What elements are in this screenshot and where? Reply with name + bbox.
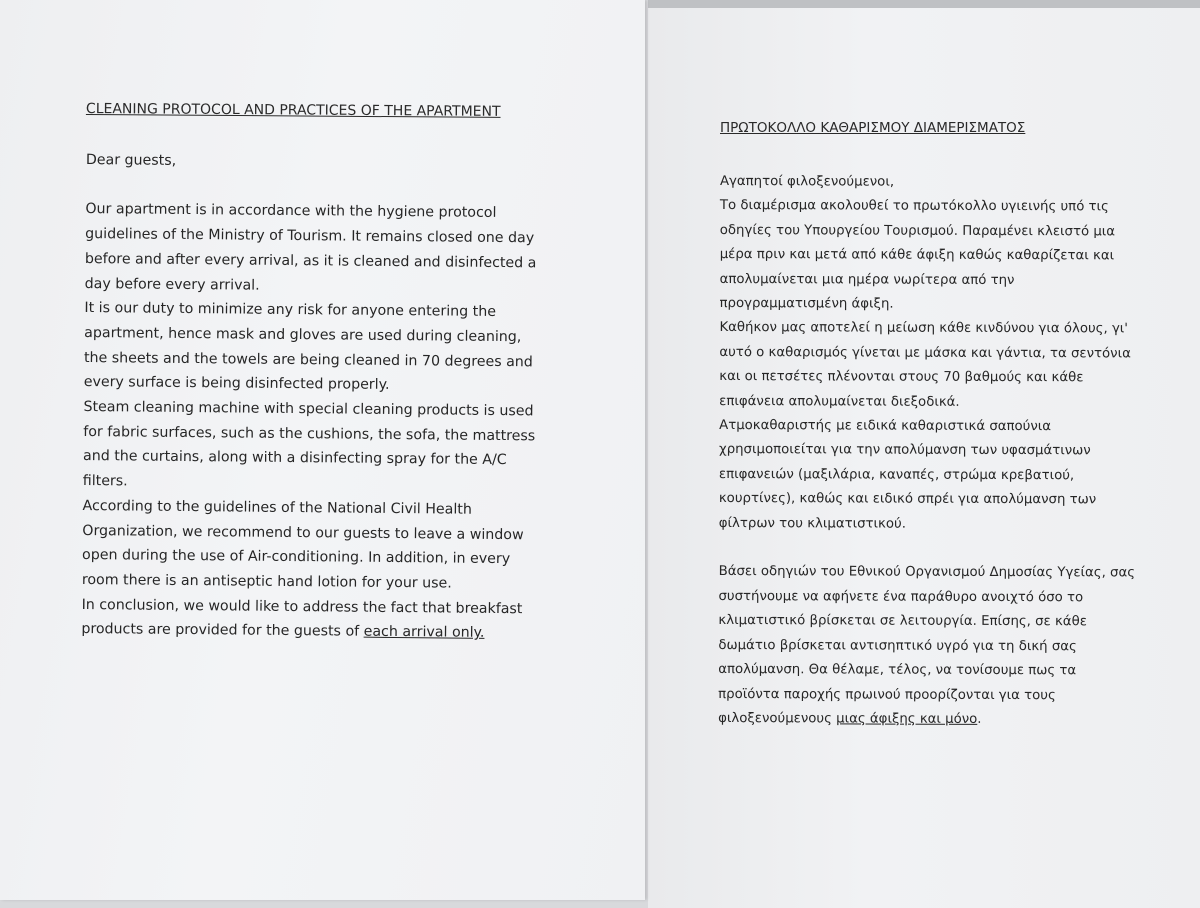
english-line: every surface is being disinfected properly. [83, 374, 390, 394]
english-last-line-start: products are provided for the guests of [81, 621, 364, 641]
english-line: open during the use of Air-conditioning. In addition, in every [82, 547, 511, 568]
greek-last-line-start: φιλοξενούμενους [718, 710, 837, 727]
english-greeting: Dear guests, [85, 151, 177, 169]
greek-body [718, 170, 1136, 733]
greek-last-line-end: . [977, 711, 982, 727]
greek-line: αυτό ο καθαρισμός γίνεται με μάσκα και γάντια, τα σεντόνια [719, 344, 1131, 362]
english-line: and the curtains, along with a disinfecting spray for the A/C [82, 448, 507, 469]
greek-last-line [718, 707, 1135, 733]
english-line: before and after every arrival, as it is cleaned and disinfected a [84, 250, 537, 272]
greek-line: κουρτίνες), καθώς και ειδικό σπρέι για απολύμανση των [718, 491, 1097, 508]
english-line: filters. [82, 473, 128, 490]
english-last-line [81, 617, 533, 646]
greek-line: συστήνουμε να αφήνετε ένα παράθυρο ανοιχτό όσο το [718, 588, 1084, 606]
greek-underlined-phrase: μιας άφιξης και μόνο [836, 711, 978, 727]
greek-title: ΠΡΩΤΟΚΟΛΛΟ ΚΑΘΑΡΙΣΜΟΥ ΔΙΑΜΕΡΙΣΜΑΤΟΣ [720, 120, 1026, 136]
english-line: guidelines of the Ministry of Tourism. It remains closed one day [85, 226, 535, 247]
english-underlined-phrase: each arrival only. [363, 624, 485, 642]
greek-line: χρησιμοποιείται για την απολύμανση των υφασμάτινων [718, 442, 1091, 459]
greek-line: Βάσει οδηγιών του Εθνικού Οργανισμού Δημοσίας Υγείας, σας [718, 564, 1136, 581]
english-body [81, 148, 538, 646]
greek-line: απολυμαίνεται μια ημέρα νωρίτερα από την [719, 271, 1015, 288]
greek-line: δωμάτιο βρίσκεται αντισηπτικό υγρό για τη δική σας [718, 637, 1077, 654]
greek-line: επιφανειών (μαξιλάρια, καναπές, στρώμα κρεβατιού, [718, 466, 1075, 484]
english-line: According to the guidelines of the National Civil Health [82, 497, 472, 518]
greek-line: μέρα πριν και μετά από κάθε άφιξη καθώς καθαρίζεται και [719, 247, 1115, 264]
greek-line: Το διαμέρισμα ακολουθεί το πρωτόκολλο υγιεινής υπό τις [719, 198, 1109, 215]
greek-line: επιφάνεια απολυμαίνεται διεξοδικά. [719, 393, 960, 410]
english-line: room there is an antiseptic hand lotion for your use. [81, 571, 452, 592]
greek-line: προϊόντα παροχής πρωινού προορίζονται για τους [718, 686, 1056, 703]
greek-line: απολύμανση. Θα θέλαμε, τέλος, να τονίσουμε πως τα [718, 662, 1077, 679]
greek-line: φίλτρων του κλιματιστικού. [718, 515, 906, 532]
english-line: In conclusion, we would like to address the fact that breakfast [81, 596, 523, 617]
greek-line: Καθήκον μας αποτελεί η μείωση κάθε κινδύνου για όλους, γι' [719, 320, 1129, 337]
english-line: It is our duty to minimize any risk for anyone entering the [84, 300, 497, 321]
greek-line: και οι πετσέτες πλένονται στους 70 βαθμούς και κάθε [719, 369, 1084, 386]
greek-line: οδηγίες του Υπουργείου Τουρισμού. Παραμένει κλειστό μια [719, 222, 1116, 240]
greek-greeting: Αγαπητοί φιλοξενούμενοι, [719, 173, 895, 190]
greek-line: προγραμματισμένη άφιξη. [719, 296, 894, 312]
english-line: Steam cleaning machine with special cleaning products is used [83, 399, 534, 420]
english-line: apartment, hence mask and gloves are used during cleaning, [84, 324, 522, 346]
english-line: Our apartment is in accordance with the hygiene protocol [85, 201, 497, 222]
greek-line: κλιματιστικό βρίσκεται σε λειτουργία. Επίσης, σε κάθε [718, 613, 1087, 630]
english-title: CLEANING PROTOCOL AND PRACTICES OF THE APARTMENT [85, 101, 501, 120]
greek-line: Ατμοκαθαριστής με ειδικά καθαριστικά σαπούνια [719, 418, 1052, 435]
english-line: day before every arrival. [84, 275, 260, 294]
english-line: the sheets and the towels are being cleaned in 70 degrees and [83, 349, 533, 370]
english-line: Organization, we recommend to our guests to leave a window [82, 522, 524, 543]
english-line: for fabric surfaces, such as the cushions, the sofa, the mattress [83, 423, 536, 445]
